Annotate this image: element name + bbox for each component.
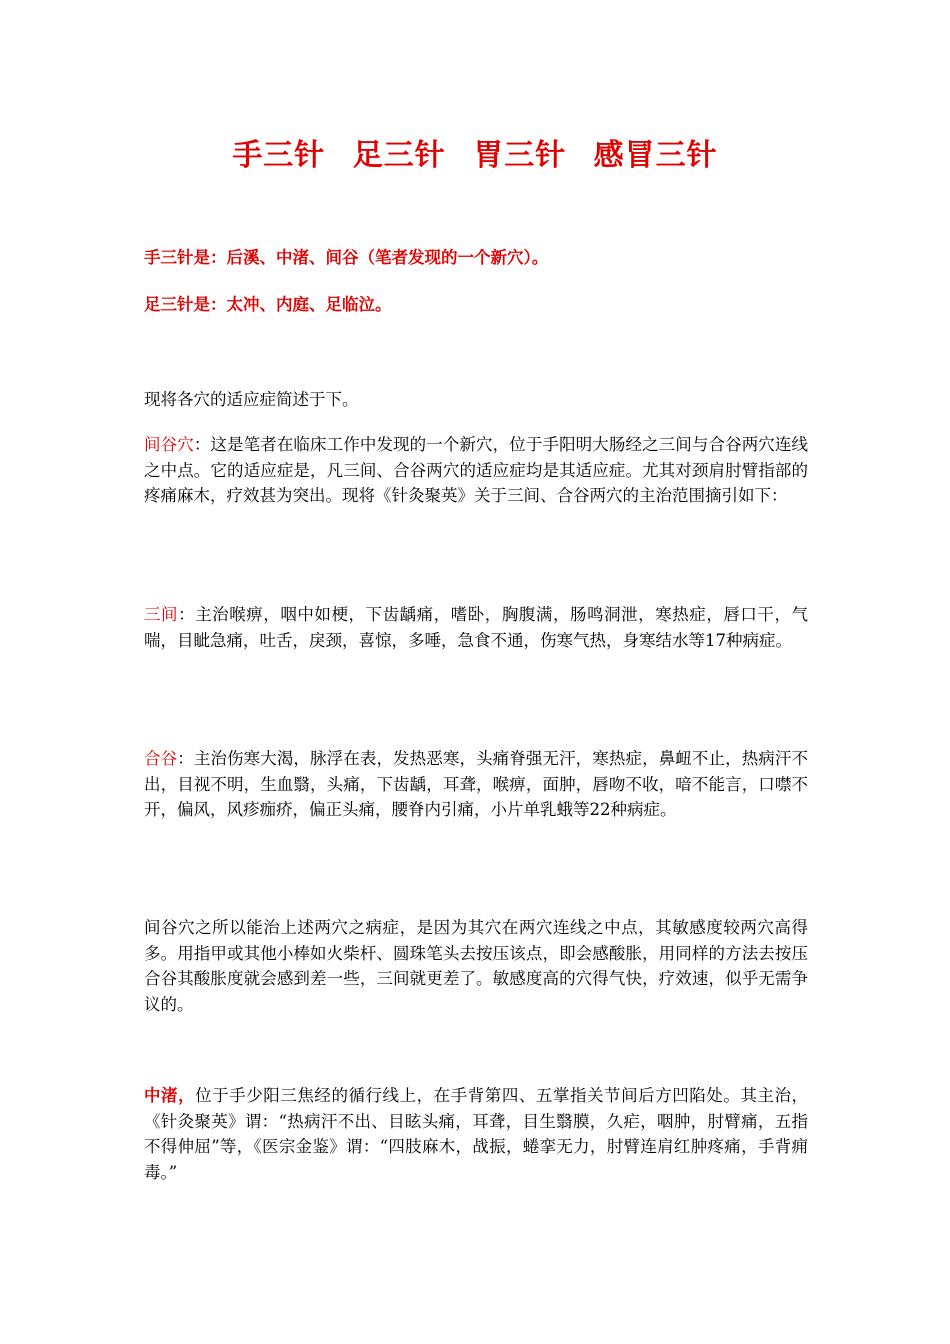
hegu-paragraph xyxy=(144,746,808,823)
title-part: 足三针 xyxy=(352,138,446,173)
zhongzhu-text: 位于手少阳三焦经的循行线上，在手背第四、五掌指关节间后方凹陷处。其主治，《针灸聚英》谓：“热病汗不出、目眩头痛，耳聋，目生翳膜，久疟，咽肿，肘臂痛，五指不得伸屈”等，《医宗金鉴》谓：“四肢麻木，战振，蜷挛无力，肘臂连肩红肿疼痛，手背痈毒。” xyxy=(144,1086,809,1182)
sanjian-text: ：主治喉痹，咽中如梗，下齿龋痛，嗜卧，胸腹满，肠鸣洞泄，寒热症，唇口干，气喘，目眦急痛，吐舌，戾颈，喜惊，多唾，急食不通，伤寒气热，身寒结水等17种病症。 xyxy=(144,605,809,650)
page-title xyxy=(0,130,950,174)
title-part: 感冒三针 xyxy=(593,138,718,173)
hand-three-needles: 手三针是：后溪、中渚、间谷（笔者发现的一个新穴）。 xyxy=(144,248,549,267)
sanjian-paragraph xyxy=(144,602,808,653)
hegu-text: ：主治伤寒大渴，脉浮在表，发热恶寒，头痛脊强无汗，寒热症，鼻衄不止，热病汗不出，目视不明，生血翳，头痛，下齿龋，耳聋，喉痹，面肿，唇吻不收，喑不能言，口噤不开，偏风，风疹痂疥，偏正头痛，腰脊内引痛，小片单乳蛾等22种病症。 xyxy=(144,749,809,819)
title-part: 胃三针 xyxy=(473,138,567,173)
hegu-label: 合谷 xyxy=(144,749,178,768)
jiangu-label: 间谷穴 xyxy=(144,435,194,454)
foot-three-needles: 足三针是：太冲、内庭、足临泣。 xyxy=(144,295,392,314)
zhongzhu-label: 中渚， xyxy=(144,1086,196,1105)
title-part: 手三针 xyxy=(232,138,326,173)
sanjian-label: 三间 xyxy=(144,605,179,624)
jiangu-explanation: 间谷穴之所以能治上述两穴之病症，是因为其穴在两穴连线之中点，其敏感度较两穴高得多。用指甲或其他小棒如火柴杆、圆珠笔头去按压该点，即会感酸胀，用同样的方法去按压合谷其酸胀度就会感到差一些，三间就更差了。敏感度高的穴得气快，疗效速，似乎无需争议的。 xyxy=(144,918,808,1014)
zhongzhu-paragraph xyxy=(144,1083,808,1185)
intro-paragraph: 现将各穴的适应症简述于下。 xyxy=(144,390,359,409)
jiangu-text: ：这是笔者在临床工作中发现的一个新穴，位于手阳明大肠经之三间与合谷两穴连线之中点。它的适应症是，凡三间、合谷两穴的适应症均是其适应症。尤其对颈肩肘臂指部的疼痛麻木，疗效甚为突出。现将《针灸聚英》关于三间、合谷两穴的主治范围摘引如下： xyxy=(144,435,809,505)
jiangu-paragraph xyxy=(144,432,808,509)
